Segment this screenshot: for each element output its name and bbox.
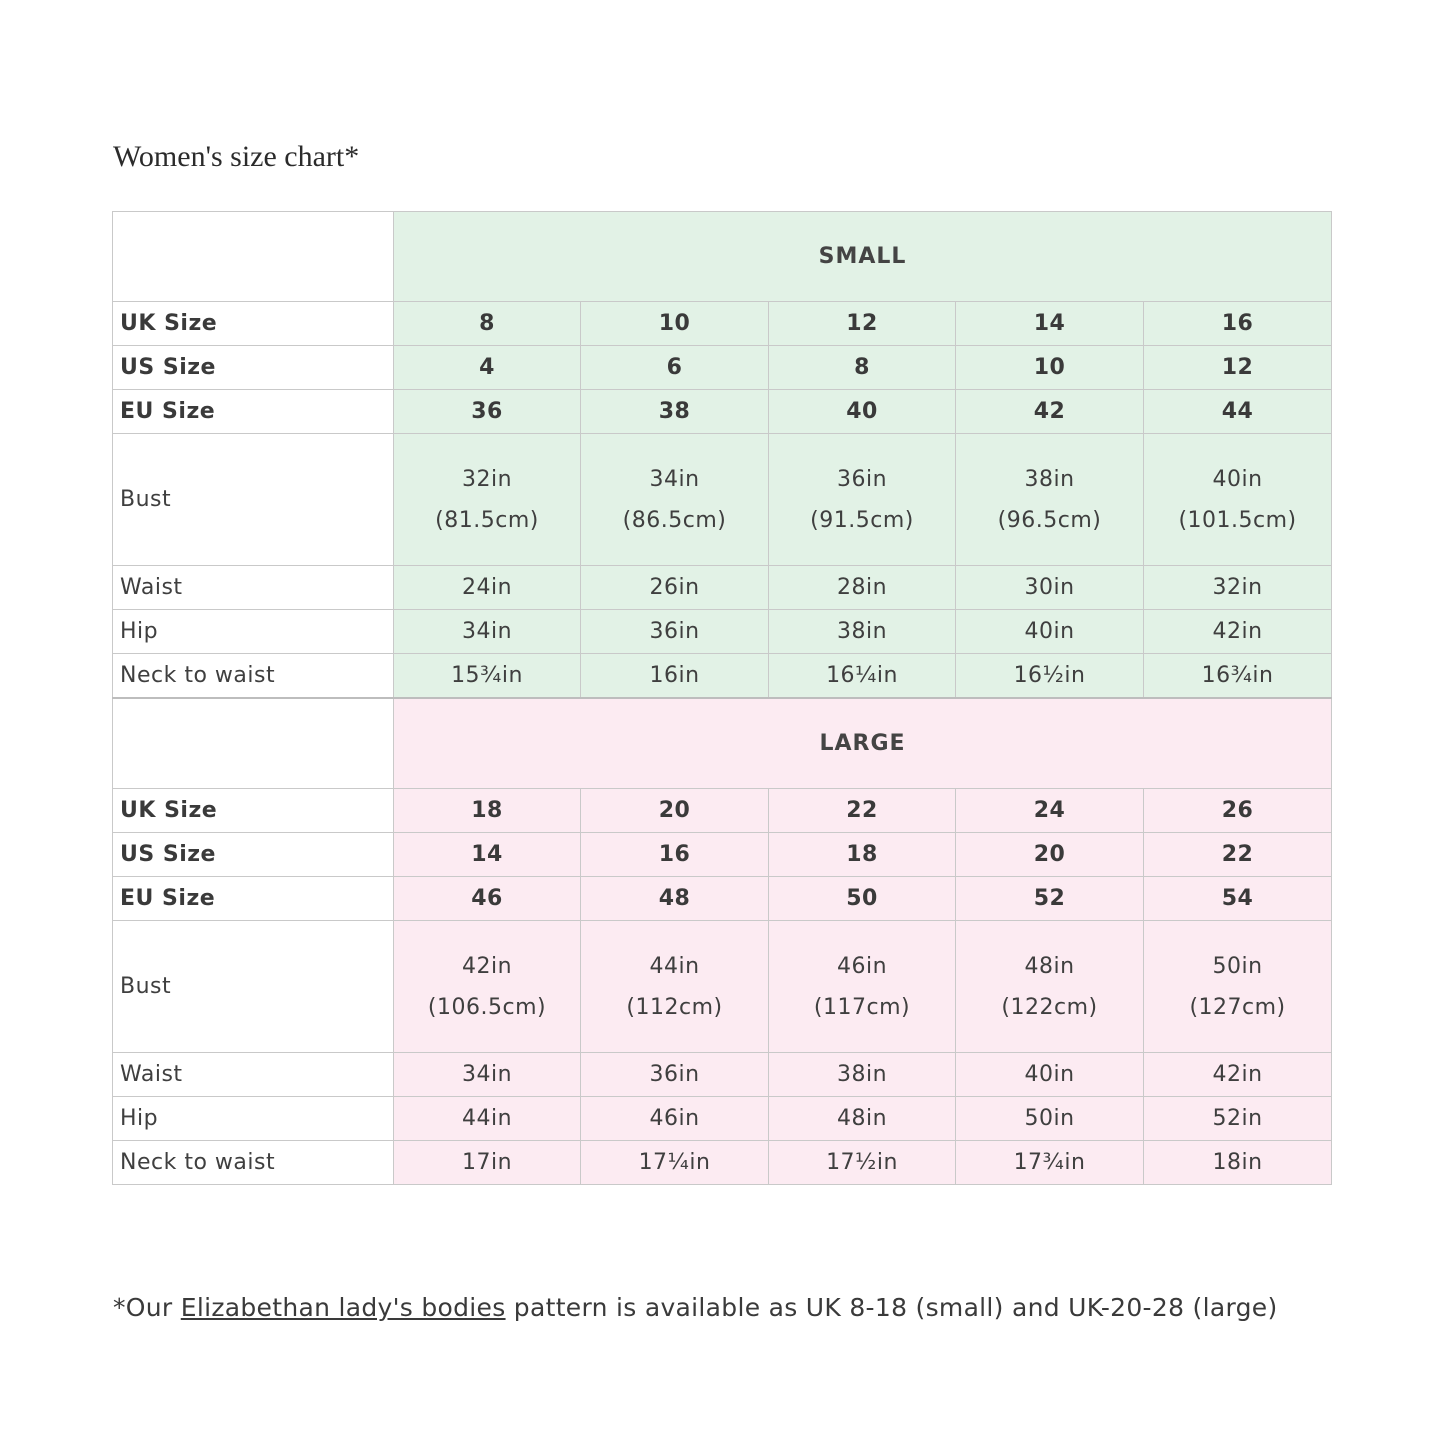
neck-to-waist-value: 18in xyxy=(1144,1141,1332,1185)
neck-to-waist-value: 16¾in xyxy=(1144,654,1332,699)
waist-value: 38in xyxy=(769,1053,956,1097)
bust-centimeters: (117cm) xyxy=(813,994,911,1020)
waist-label: Waist xyxy=(113,566,394,610)
large-bust-row xyxy=(113,921,1332,1053)
us-size-value: 10 xyxy=(956,346,1144,390)
small-uk-size-row xyxy=(113,302,1332,346)
us-size-value: 14 xyxy=(394,833,581,877)
hip-value: 44in xyxy=(394,1097,581,1141)
large-section-header-row xyxy=(113,698,1332,789)
us-size-value: 22 xyxy=(1144,833,1332,877)
large-hip-row xyxy=(113,1097,1332,1141)
footnote-prefix: *Our xyxy=(113,1293,181,1322)
uk-size-value: 16 xyxy=(1144,302,1332,346)
eu-size-value: 42 xyxy=(956,390,1144,434)
hip-value: 48in xyxy=(769,1097,956,1141)
waist-label: Waist xyxy=(113,1053,394,1097)
bust-centimeters: (112cm) xyxy=(626,994,723,1020)
eu-size-value: 44 xyxy=(1144,390,1332,434)
waist-value: 32in xyxy=(1144,566,1332,610)
bust-centimeters: (127cm) xyxy=(1189,994,1286,1020)
small-section-heading: SMALL xyxy=(394,212,1332,302)
us-size-value: 12 xyxy=(1144,346,1332,390)
us-size-value: 6 xyxy=(581,346,769,390)
waist-value: 24in xyxy=(394,566,581,610)
waist-value: 42in xyxy=(1144,1053,1332,1097)
bust-inches: 32in xyxy=(461,466,513,492)
uk-size-label: UK Size xyxy=(113,302,394,346)
waist-value: 26in xyxy=(581,566,769,610)
large-eu-size-row xyxy=(113,877,1332,921)
neck-to-waist-value: 17in xyxy=(394,1141,581,1185)
eu-size-value: 50 xyxy=(769,877,956,921)
bust-cell xyxy=(769,434,956,566)
neck-to-waist-value: 16½in xyxy=(956,654,1144,699)
waist-value: 36in xyxy=(581,1053,769,1097)
bust-centimeters: (106.5cm) xyxy=(427,994,547,1020)
bust-cell xyxy=(394,921,581,1053)
hip-value: 50in xyxy=(956,1097,1144,1141)
uk-size-value: 12 xyxy=(769,302,956,346)
uk-size-label: UK Size xyxy=(113,789,394,833)
uk-size-value: 14 xyxy=(956,302,1144,346)
bust-cell xyxy=(394,434,581,566)
neck-to-waist-label: Neck to waist xyxy=(113,654,394,699)
small-waist-row xyxy=(113,566,1332,610)
hip-value: 38in xyxy=(769,610,956,654)
elizabethan-bodies-link[interactable]: Elizabethan lady's bodies xyxy=(180,1293,506,1322)
size-chart-table xyxy=(112,211,1332,1185)
bust-inches: 48in xyxy=(1024,953,1075,979)
eu-size-label: EU Size xyxy=(113,877,394,921)
uk-size-value: 18 xyxy=(394,789,581,833)
bust-inches: 44in xyxy=(649,953,700,979)
bust-inches: 46in xyxy=(836,953,888,979)
us-size-value: 18 xyxy=(769,833,956,877)
waist-value: 28in xyxy=(769,566,956,610)
neck-to-waist-value: 17½in xyxy=(769,1141,956,1185)
neck-to-waist-value: 16in xyxy=(581,654,769,699)
eu-size-value: 54 xyxy=(1144,877,1332,921)
us-size-value: 20 xyxy=(956,833,1144,877)
uk-size-value: 24 xyxy=(956,789,1144,833)
large-waist-row xyxy=(113,1053,1332,1097)
eu-size-value: 38 xyxy=(581,390,769,434)
us-size-value: 8 xyxy=(769,346,956,390)
hip-value: 36in xyxy=(581,610,769,654)
hip-value: 34in xyxy=(394,610,581,654)
small-us-size-row xyxy=(113,346,1332,390)
hip-label: Hip xyxy=(113,1097,394,1141)
uk-size-value: 20 xyxy=(581,789,769,833)
eu-size-value: 36 xyxy=(394,390,581,434)
bust-inches: 38in xyxy=(1024,466,1075,492)
bust-centimeters: (122cm) xyxy=(1001,994,1098,1020)
large-us-size-row xyxy=(113,833,1332,877)
neck-to-waist-value: 17¾in xyxy=(956,1141,1144,1185)
bust-inches: 40in xyxy=(1212,466,1263,492)
waist-value: 30in xyxy=(956,566,1144,610)
bust-cell xyxy=(581,434,769,566)
hip-label: Hip xyxy=(113,610,394,654)
empty-header-cell xyxy=(113,212,394,302)
bust-label: Bust xyxy=(113,921,394,1053)
uk-size-value: 8 xyxy=(394,302,581,346)
us-size-label: US Size xyxy=(113,346,394,390)
eu-size-value: 48 xyxy=(581,877,769,921)
neck-to-waist-label: Neck to waist xyxy=(113,1141,394,1185)
small-hip-row xyxy=(113,610,1332,654)
neck-to-waist-value: 17¼in xyxy=(581,1141,769,1185)
hip-value: 46in xyxy=(581,1097,769,1141)
small-section-header-row xyxy=(113,212,1332,302)
bust-cell xyxy=(1144,921,1332,1053)
hip-value: 52in xyxy=(1144,1097,1332,1141)
uk-size-value: 22 xyxy=(769,789,956,833)
bust-cell xyxy=(769,921,956,1053)
empty-header-cell xyxy=(113,698,394,789)
hip-value: 42in xyxy=(1144,610,1332,654)
eu-size-value: 40 xyxy=(769,390,956,434)
waist-value: 34in xyxy=(394,1053,581,1097)
bust-cell xyxy=(956,921,1144,1053)
small-bust-row xyxy=(113,434,1332,566)
bust-centimeters: (101.5cm) xyxy=(1178,507,1297,533)
bust-inches: 34in xyxy=(649,466,700,492)
eu-size-label: EU Size xyxy=(113,390,394,434)
large-uk-size-row xyxy=(113,789,1332,833)
uk-size-value: 10 xyxy=(581,302,769,346)
bust-centimeters: (91.5cm) xyxy=(810,507,914,533)
bust-centimeters: (86.5cm) xyxy=(622,507,727,533)
bust-centimeters: (96.5cm) xyxy=(997,507,1102,533)
bust-cell xyxy=(1144,434,1332,566)
bust-inches: 50in xyxy=(1212,953,1263,979)
bust-centimeters: (81.5cm) xyxy=(435,507,539,533)
us-size-value: 16 xyxy=(581,833,769,877)
small-neck-to-waist-row xyxy=(113,654,1332,699)
large-neck-to-waist-row xyxy=(113,1141,1332,1185)
us-size-label: US Size xyxy=(113,833,394,877)
bust-inches: 36in xyxy=(836,466,888,492)
footnote-suffix: pattern is available as UK 8-18 (small) and UK-20-28 (large) xyxy=(505,1293,1278,1322)
hip-value: 40in xyxy=(956,610,1144,654)
us-size-value: 4 xyxy=(394,346,581,390)
page-title: Women's size chart* xyxy=(113,140,360,173)
bust-cell xyxy=(581,921,769,1053)
bust-cell xyxy=(956,434,1144,566)
eu-size-value: 52 xyxy=(956,877,1144,921)
large-section-heading: LARGE xyxy=(394,698,1332,789)
bust-label: Bust xyxy=(113,434,394,566)
bust-inches: 42in xyxy=(461,953,513,979)
footnote xyxy=(113,1293,1278,1322)
small-eu-size-row xyxy=(113,390,1332,434)
neck-to-waist-value: 16¼in xyxy=(769,654,956,699)
waist-value: 40in xyxy=(956,1053,1144,1097)
uk-size-value: 26 xyxy=(1144,789,1332,833)
neck-to-waist-value: 15¾in xyxy=(394,654,581,699)
eu-size-value: 46 xyxy=(394,877,581,921)
